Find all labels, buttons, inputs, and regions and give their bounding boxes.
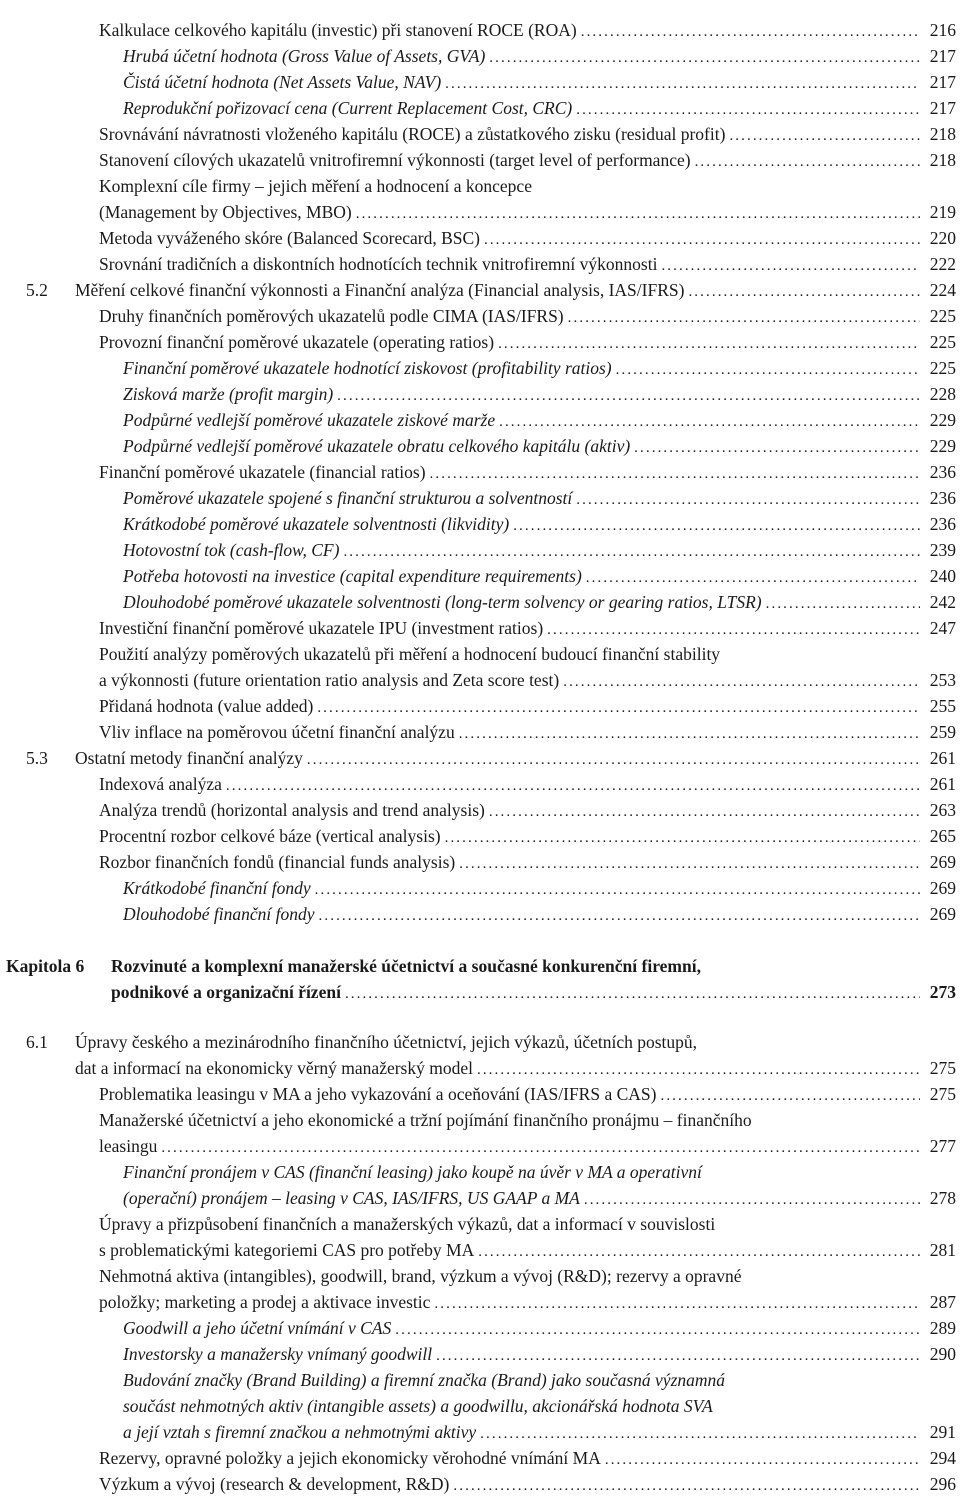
toc-entry[interactable] xyxy=(0,43,960,69)
dot-leader xyxy=(315,877,920,903)
dot-leader xyxy=(695,149,920,175)
toc-entry[interactable] xyxy=(0,225,960,251)
dot-leader xyxy=(766,591,920,617)
entry-title: a výkonnosti (future orientation ratio analysis and Zeta score test) xyxy=(99,670,560,690)
toc-entry-line xyxy=(0,173,960,199)
dot-leader xyxy=(477,1057,920,1083)
entry-title: Kalkulace celkového kapitálu (investic) při stanovení ROCE (ROA) xyxy=(99,20,577,40)
page-number: 263 xyxy=(929,800,956,820)
page-number: 261 xyxy=(929,748,956,768)
dot-leader xyxy=(576,487,920,513)
toc-entry[interactable] xyxy=(0,251,960,277)
entry-title: součást nehmotných aktiv (intangible assets) a goodwillu, akcionářská hodnota SVA xyxy=(123,1396,713,1416)
entry-title: Rezervy, opravné položky a jejich ekonomicky věrohodné vnímání MA xyxy=(99,1448,601,1468)
toc-entry-line xyxy=(0,1367,960,1393)
dot-leader xyxy=(661,253,920,279)
entry-title: Komplexní cíle firmy – jejich měření a hodnocení a koncepce xyxy=(99,176,532,196)
page-number: 236 xyxy=(929,488,956,508)
page-number: 269 xyxy=(929,878,956,898)
toc-entry[interactable] xyxy=(0,875,960,901)
entry-title: Úpravy a přizpůsobení finančních a manažerských výkazů, dat a informací v souvislosti xyxy=(99,1214,716,1234)
entry-title: Měření celkové finanční výkonnosti a Finanční analýza (Financial analysis, IAS/IFRS) xyxy=(75,280,685,300)
page-number: 216 xyxy=(929,20,956,40)
toc-entry[interactable] xyxy=(0,1081,960,1107)
entry-title: Vliv inflace na poměrovou účetní finanční analýzu xyxy=(99,722,455,742)
section-number: 5.2 xyxy=(26,280,48,300)
page-number: 229 xyxy=(929,436,956,456)
dot-leader xyxy=(616,357,920,383)
toc-entry[interactable] xyxy=(0,1315,960,1341)
entry-title: Investorsky a manažersky vnímaný goodwill xyxy=(123,1344,433,1364)
entry-title: položky; marketing a prodej a aktivace investic xyxy=(99,1292,431,1312)
toc-entry[interactable] xyxy=(0,537,960,563)
entry-title: Goodwill a jeho účetní vnímání v CAS xyxy=(123,1318,392,1338)
entry-title: Stanovení cílových ukazatelů vnitrofiremní výkonnosti (target level of performance) xyxy=(99,150,691,170)
dot-leader xyxy=(480,1421,920,1447)
toc-entry[interactable] xyxy=(0,563,960,589)
page-number: 224 xyxy=(929,280,956,300)
dot-leader xyxy=(688,279,920,305)
entry-title: dat a informací na ekonomicky věrný manažerský model xyxy=(75,1058,473,1078)
entry-title: Procentní rozbor celkové báze (vertical analysis) xyxy=(99,826,441,846)
dot-leader xyxy=(498,331,920,357)
dot-leader xyxy=(395,1317,920,1343)
toc-entry[interactable] xyxy=(0,1133,960,1159)
toc-entry[interactable] xyxy=(0,1289,960,1315)
page-number: 278 xyxy=(929,1188,956,1208)
page-number: 225 xyxy=(929,358,956,378)
entry-title: Použití analýzy poměrových ukazatelů při měření a hodnocení budoucí finanční stability xyxy=(99,644,721,664)
chapter-title: Rozvinuté a komplexní manažerské účetnictví a současné konkurenční firemní, xyxy=(111,956,701,976)
toc-entry[interactable] xyxy=(0,147,960,173)
toc-entry[interactable] xyxy=(0,121,960,147)
page-number: 236 xyxy=(929,514,956,534)
page-number: 217 xyxy=(929,46,956,66)
dot-leader xyxy=(445,71,920,97)
dot-leader xyxy=(453,1473,920,1499)
page-number: 239 xyxy=(929,540,956,560)
page-number: 240 xyxy=(929,566,956,586)
page-number: 236 xyxy=(929,462,956,482)
page-number: 225 xyxy=(929,332,956,352)
toc-entry[interactable] xyxy=(0,17,960,43)
page-number: 242 xyxy=(929,592,956,612)
page-number: 291 xyxy=(929,1422,956,1442)
entry-title: Nehmotná aktiva (intangibles), goodwill, brand, výzkum a vývoj (R&D); rezervy a opravné xyxy=(99,1266,742,1286)
page-number: 225 xyxy=(929,306,956,326)
dot-leader xyxy=(436,1343,920,1369)
entry-title: Budování značky (Brand Building) a firemní značka (Brand) jako současná významná xyxy=(123,1370,726,1390)
entry-title: Manažerské účetnictví a jeho ekonomické a tržní pojímání finančního pronájmu – finančního xyxy=(99,1110,752,1130)
page-number: 275 xyxy=(929,1058,956,1078)
toc-entry[interactable] xyxy=(0,433,960,459)
toc-entry[interactable] xyxy=(0,849,960,875)
entry-title: leasingu xyxy=(99,1136,158,1156)
dot-leader xyxy=(576,97,920,123)
dot-leader xyxy=(226,773,920,799)
page-number: 218 xyxy=(929,150,956,170)
entry-title: Investiční finanční poměrové ukazatele IPU (investment ratios) xyxy=(99,618,544,638)
dot-leader xyxy=(547,617,920,643)
entry-title: Provozní finanční poměrové ukazatele (operating ratios) xyxy=(99,332,495,352)
dot-leader xyxy=(307,747,920,773)
toc-entry[interactable] xyxy=(0,303,960,329)
toc-entry[interactable] xyxy=(0,511,960,537)
entry-title: Krátkodobé finanční fondy xyxy=(123,878,311,898)
toc-section-entry[interactable] xyxy=(0,277,960,303)
toc-section-entry[interactable] xyxy=(0,1029,960,1055)
entry-title: Podpůrné vedlejší poměrové ukazatele obratu celkového kapitálu (aktiv) xyxy=(123,436,631,456)
dot-leader xyxy=(345,981,920,1007)
entry-title: Dlouhodobé finanční fondy xyxy=(123,904,315,924)
toc-chapter-entry[interactable] xyxy=(0,953,960,979)
entry-title: (Management by Objectives, MBO) xyxy=(99,202,352,222)
dot-leader xyxy=(478,1239,920,1265)
page-number: 218 xyxy=(929,124,956,144)
page-number: 217 xyxy=(929,98,956,118)
dot-leader xyxy=(445,825,920,851)
dot-leader xyxy=(489,45,920,71)
page-number: 281 xyxy=(929,1240,956,1260)
toc-entry[interactable] xyxy=(0,1471,960,1497)
toc-entry[interactable] xyxy=(0,1185,960,1211)
toc-entry[interactable] xyxy=(0,797,960,823)
toc-entry[interactable] xyxy=(0,459,960,485)
chapter-title: podnikové a organizační řízení xyxy=(111,982,341,1002)
entry-title: Dlouhodobé poměrové ukazatele solventnosti (long-term solvency or gearing ratios, LTSR) xyxy=(123,592,762,612)
dot-leader xyxy=(459,721,920,747)
page-number: 287 xyxy=(929,1292,956,1312)
toc-entry[interactable] xyxy=(0,1419,960,1445)
toc-entry[interactable] xyxy=(0,823,960,849)
dot-leader xyxy=(434,1291,920,1317)
dot-leader xyxy=(356,201,920,227)
toc-entry-line xyxy=(0,1211,960,1237)
dot-leader xyxy=(513,513,920,539)
entry-title: Srovnání tradičních a diskontních hodnotících technik vnitrofiremní výkonnosti xyxy=(99,254,658,274)
dot-leader xyxy=(319,903,920,929)
entry-title: Čistá účetní hodnota (Net Assets Value, NAV) xyxy=(123,72,442,92)
entry-title: Srovnávání návratnosti vloženého kapitálu (ROCE) a zůstatkového zisku (residual profit) xyxy=(99,124,726,144)
dot-leader xyxy=(729,123,920,149)
toc-entry-line xyxy=(0,1393,960,1419)
entry-title: Finanční pronájem v CAS (finanční leasing) jako koupě na úvěr v MA a operativní xyxy=(123,1162,702,1182)
toc-chapter-entry[interactable] xyxy=(0,979,960,1005)
entry-title: Problematika leasingu v MA a jeho vykazování a oceňování (IAS/IFRS a CAS) xyxy=(99,1084,657,1104)
section-number: 6.1 xyxy=(26,1032,48,1052)
toc-entry[interactable] xyxy=(0,69,960,95)
dot-leader xyxy=(660,1083,920,1109)
toc-entry-line xyxy=(0,1263,960,1289)
entry-title: Ostatní metody finanční analýzy xyxy=(75,748,303,768)
page-number: 273 xyxy=(929,982,956,1002)
page-number: 269 xyxy=(929,852,956,872)
entry-title: Přidaná hodnota (value added) xyxy=(99,696,314,716)
toc-entry[interactable] xyxy=(0,693,960,719)
page-number: 275 xyxy=(929,1084,956,1104)
dot-leader xyxy=(337,383,920,409)
dot-leader xyxy=(586,565,920,591)
page-number: 265 xyxy=(929,826,956,846)
toc-entry[interactable] xyxy=(0,329,960,355)
dot-leader xyxy=(605,1447,920,1473)
toc-section-entry[interactable] xyxy=(0,745,960,771)
page-number: 222 xyxy=(929,254,956,274)
toc-entry[interactable] xyxy=(0,1341,960,1367)
toc-entry-line xyxy=(0,1107,960,1133)
entry-title: Rozbor finančních fondů (financial funds analysis) xyxy=(99,852,456,872)
toc-entry[interactable] xyxy=(0,771,960,797)
page-number: 253 xyxy=(929,670,956,690)
page-number: 289 xyxy=(929,1318,956,1338)
entry-title: Krátkodobé poměrové ukazatele solventnosti (likvidity) xyxy=(123,514,510,534)
toc-entry[interactable] xyxy=(0,667,960,693)
dot-leader xyxy=(568,305,920,331)
toc-entry-line xyxy=(0,641,960,667)
toc-entry[interactable] xyxy=(0,485,960,511)
toc-entry[interactable] xyxy=(0,1445,960,1471)
page-number: 277 xyxy=(929,1136,956,1156)
chapter-number: Kapitola 6 xyxy=(6,956,85,976)
page-number: 255 xyxy=(929,696,956,716)
entry-title: Výzkum a vývoj (research & development, R&D) xyxy=(99,1474,450,1494)
toc-entry-line xyxy=(0,1159,960,1185)
entry-title: (operační) pronájem – leasing v CAS, IAS/IFRS, US GAAP a MA xyxy=(123,1188,580,1208)
toc-entry[interactable] xyxy=(0,615,960,641)
page-number: 219 xyxy=(929,202,956,222)
entry-title: Finanční poměrové ukazatele (financial ratios) xyxy=(99,462,426,482)
entry-title: Úpravy českého a mezinárodního finančního účetnictví, jejich výkazů, účetních postupů, xyxy=(75,1032,698,1052)
page-number: 220 xyxy=(929,228,956,248)
entry-title: Analýza trendů (horizontal analysis and trend analysis) xyxy=(99,800,485,820)
entry-title: a její vztah s firemní značkou a nehmotnými aktivy xyxy=(123,1422,477,1442)
entry-title: Zisková marže (profit margin) xyxy=(123,384,334,404)
entry-title: Druhy finančních poměrových ukazatelů podle CIMA (IAS/IFRS) xyxy=(99,306,564,326)
toc-entry[interactable] xyxy=(0,381,960,407)
entry-title: Podpůrné vedlejší poměrové ukazatele ziskové marže xyxy=(123,410,496,430)
dot-leader xyxy=(634,435,920,461)
toc-entry[interactable] xyxy=(0,1237,960,1263)
page-number: 296 xyxy=(929,1474,956,1494)
dot-leader xyxy=(563,669,920,695)
dot-leader xyxy=(489,799,920,825)
entry-title: Finanční poměrové ukazatele hodnotící ziskovost (profitability ratios) xyxy=(123,358,612,378)
toc-entry[interactable] xyxy=(0,719,960,745)
toc-section-entry[interactable] xyxy=(0,1055,960,1081)
page-number: 247 xyxy=(929,618,956,638)
section-number: 5.3 xyxy=(26,748,48,768)
entry-title: Potřeba hotovosti na investice (capital expenditure requirements) xyxy=(123,566,582,586)
entry-title: Poměrové ukazatele spojené s finanční strukturou a solventností xyxy=(123,488,573,508)
dot-leader xyxy=(581,19,920,45)
entry-title: Metoda vyváženého skóre (Balanced Scorecard, BSC) xyxy=(99,228,480,248)
dot-leader xyxy=(499,409,920,435)
page-number: 290 xyxy=(929,1344,956,1364)
dot-leader xyxy=(584,1187,920,1213)
page-number: 294 xyxy=(929,1448,956,1468)
dot-leader xyxy=(484,227,920,253)
dot-leader xyxy=(317,695,920,721)
entry-title: Hotovostní tok (cash-flow, CF) xyxy=(123,540,340,560)
page-number: 229 xyxy=(929,410,956,430)
entry-title: Hrubá účetní hodnota (Gross Value of Assets, GVA) xyxy=(123,46,486,66)
page-number: 259 xyxy=(929,722,956,742)
toc-entry[interactable] xyxy=(0,589,960,615)
dot-leader xyxy=(161,1135,920,1161)
entry-title: s problematickými kategoriemi CAS pro potřeby MA xyxy=(99,1240,475,1260)
toc-entry[interactable] xyxy=(0,407,960,433)
entry-title: Indexová analýza xyxy=(99,774,222,794)
page-number: 269 xyxy=(929,904,956,924)
page-number: 217 xyxy=(929,72,956,92)
toc-entry[interactable] xyxy=(0,95,960,121)
page-number: 228 xyxy=(929,384,956,404)
entry-title: Reprodukční pořizovací cena (Current Replacement Cost, CRC) xyxy=(123,98,573,118)
toc-entry[interactable] xyxy=(0,199,960,225)
toc-entry[interactable] xyxy=(0,901,960,927)
page-number: 261 xyxy=(929,774,956,794)
dot-leader xyxy=(343,539,920,565)
toc-entry[interactable] xyxy=(0,355,960,381)
dot-leader xyxy=(459,851,920,877)
dot-leader xyxy=(430,461,920,487)
